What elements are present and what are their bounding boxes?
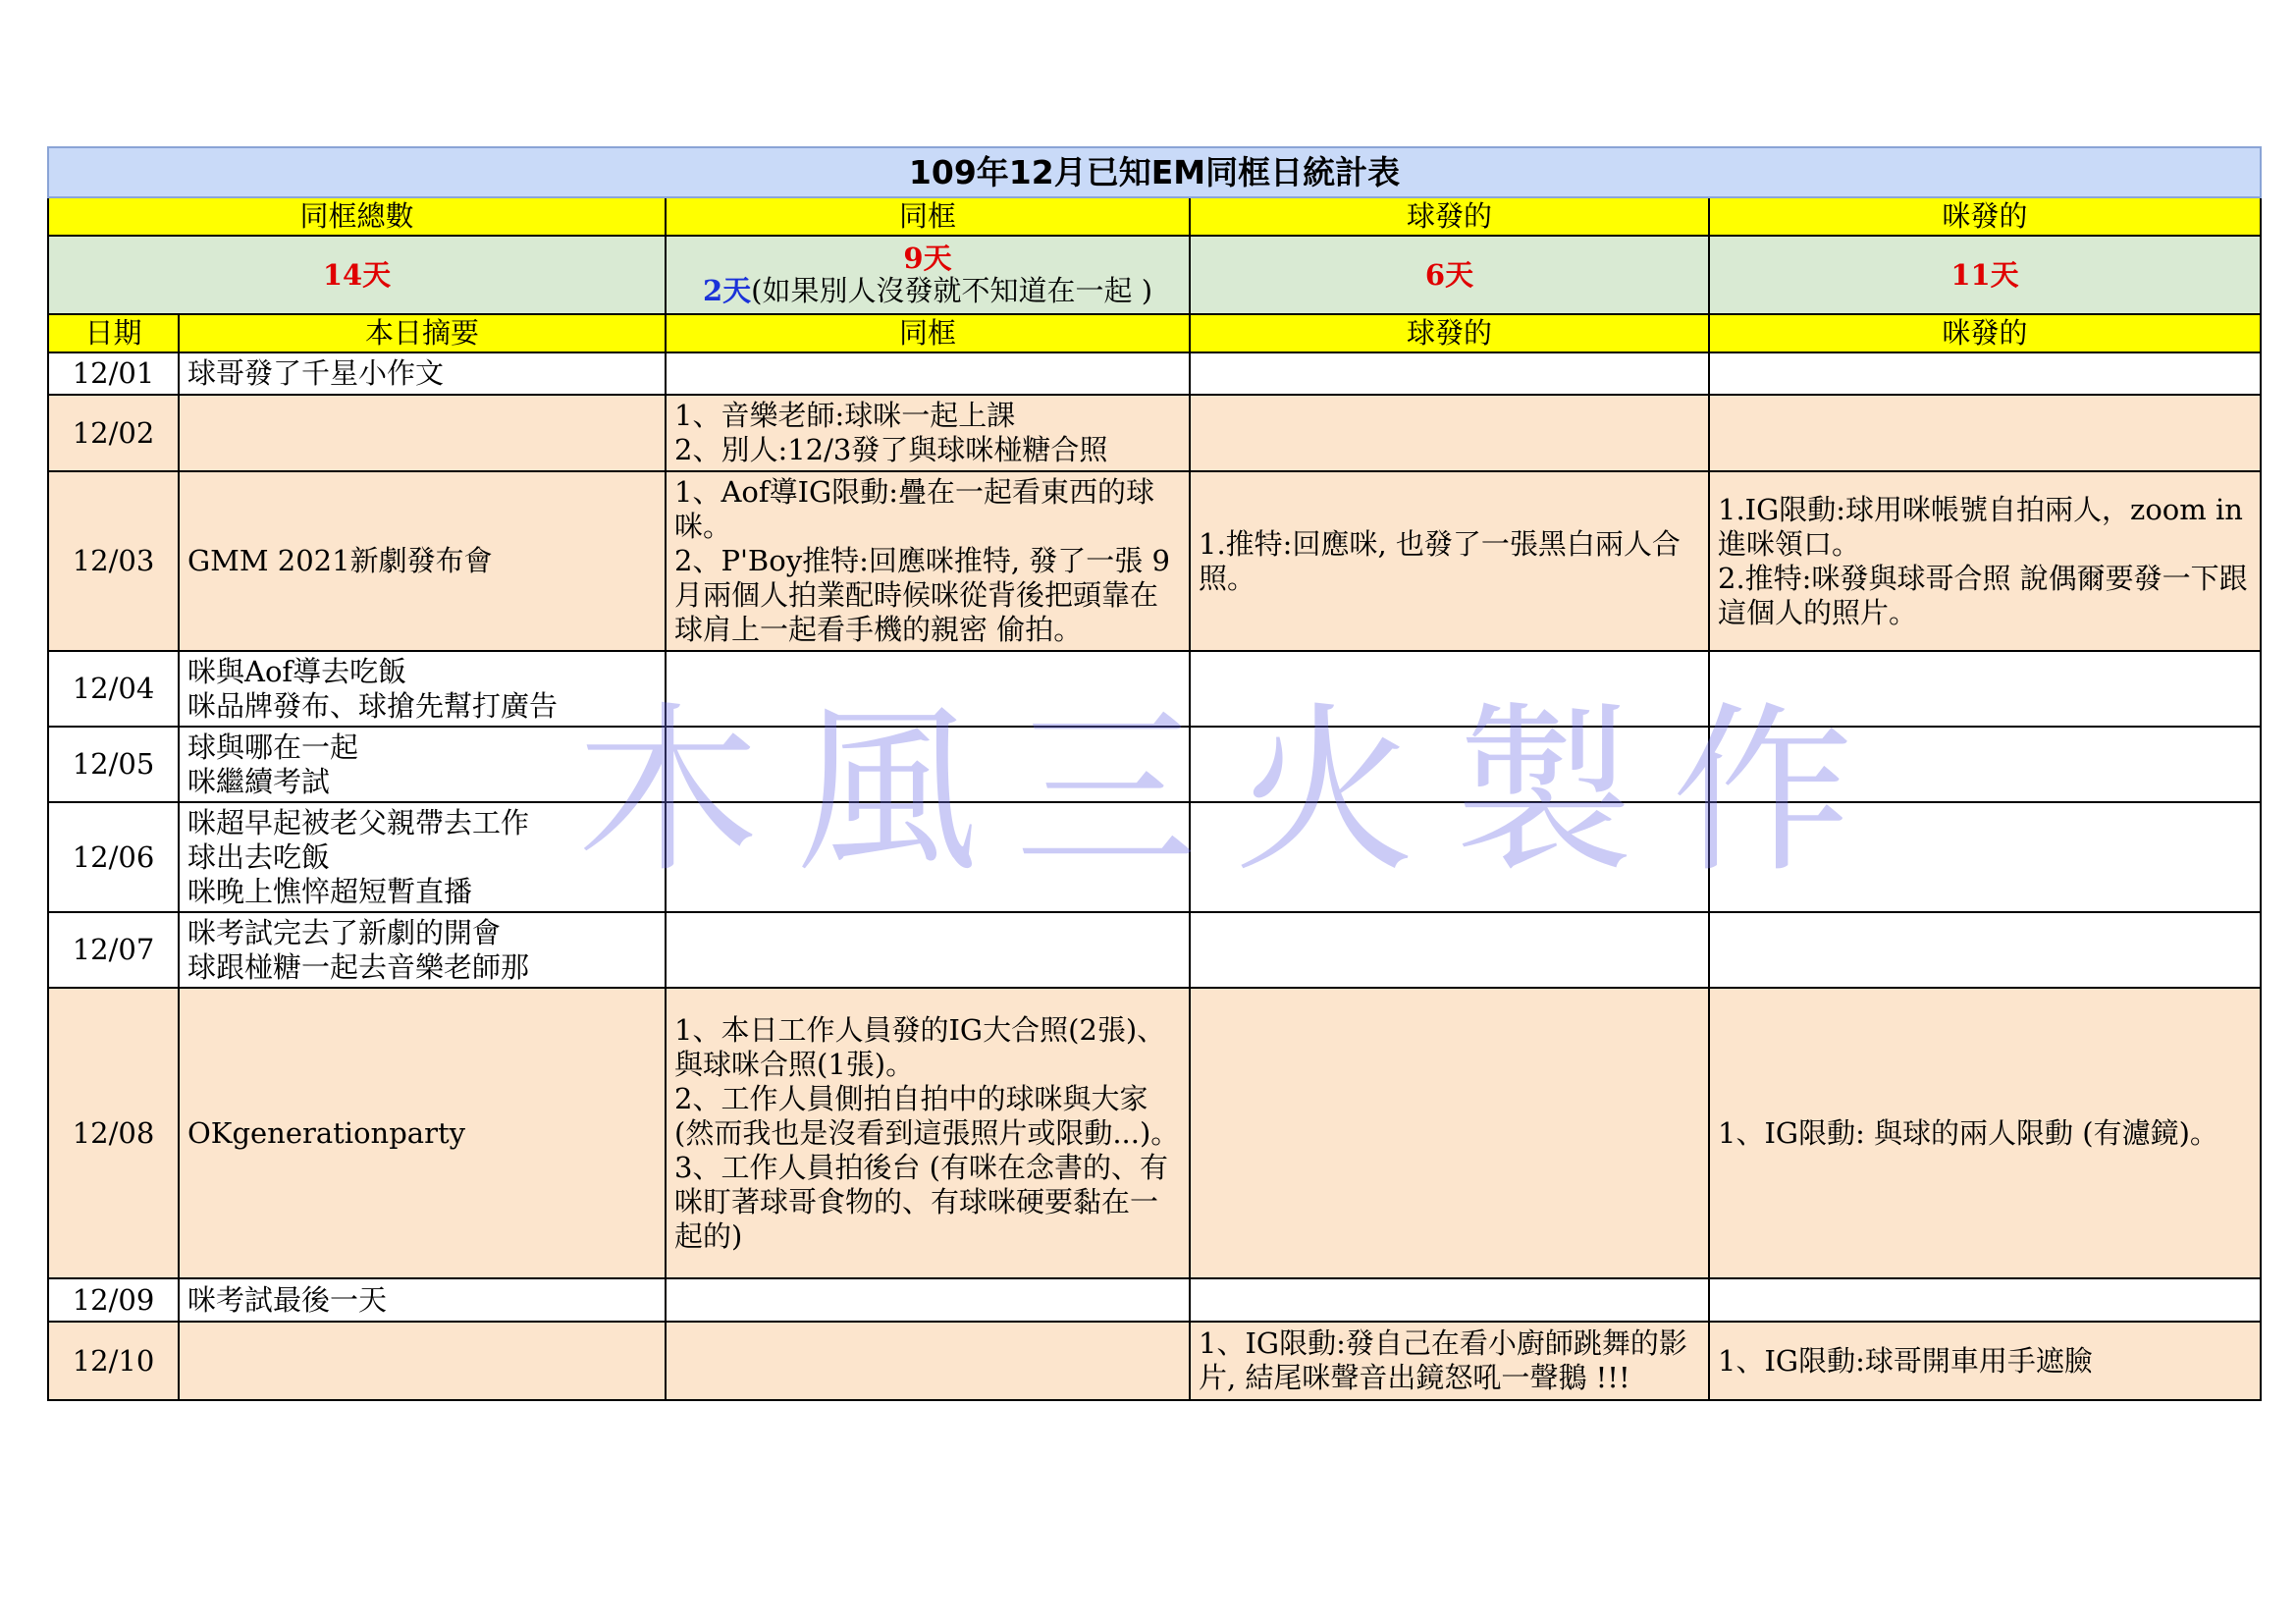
ball-posted-days-value: 6天 [1424, 257, 1474, 292]
header-ball-posted-daily: 球發的 [1190, 314, 1709, 352]
ball-posted-cell [1190, 651, 1709, 727]
table-row [48, 802, 2261, 912]
summary-cell-line: 咪考試完去了新劇的開會 [187, 915, 502, 949]
mi-posted-cell [1709, 651, 2261, 727]
summary-cell [179, 471, 666, 651]
date-cell: 12/08 [48, 988, 179, 1278]
table-row [48, 1278, 2261, 1322]
total-days [48, 236, 666, 314]
header-together: 同框 [666, 197, 1190, 236]
table-title: 109年12月已知EM同框日統計表 [48, 147, 2261, 197]
summary-cell [179, 802, 666, 912]
header-total: 同框總數 [48, 197, 666, 236]
ball-posted-cell [1190, 727, 1709, 802]
date-cell: 12/05 [48, 727, 179, 802]
together-cell [666, 1322, 1190, 1400]
header-ball-posted: 球發的 [1190, 197, 1709, 236]
ball-posted-days [1190, 236, 1709, 314]
summary-cell [179, 727, 666, 802]
mi-posted-days-value: 11天 [1950, 257, 2019, 292]
together-days-main: 9天 [903, 242, 952, 275]
mi-posted-cell [1709, 1278, 2261, 1322]
ball-posted-cell [1190, 395, 1709, 471]
together-cell-line: 2、工作人員側拍自拍中的球咪與大家(然而我也是沒看到這張照片或限動...)。 [674, 1081, 1180, 1150]
summary-cell-line: 球哥發了千星小作文 [187, 356, 445, 390]
ball-posted-cell [1190, 352, 1709, 395]
date-cell: 12/02 [48, 395, 179, 471]
summary-cell-line: 球與哪在一起 [187, 730, 359, 764]
date-cell: 12/07 [48, 912, 179, 988]
summary-cell [179, 912, 666, 988]
summary-cell [179, 395, 666, 471]
date-cell: 12/01 [48, 352, 179, 395]
together-cell [666, 395, 1190, 471]
mi-posted-cell [1709, 1322, 2261, 1400]
summary-cell-line: 咪晚上憔悴超短暫直播 [187, 874, 473, 908]
header-mi-posted: 咪發的 [1709, 197, 2261, 236]
ball-posted-cell [1190, 471, 1709, 651]
summary-cell [179, 1322, 666, 1400]
summary-cell-line: 球跟椪糖一起去音樂老師那 [187, 949, 530, 984]
date-cell: 12/04 [48, 651, 179, 727]
mi-posted-cell [1709, 988, 2261, 1278]
table-row [48, 988, 2261, 1278]
watermark-text: 木風三火製作 [577, 685, 1891, 897]
mi-posted-cell-line: 1.IG限動:球用咪帳號自拍兩人，zoom in進咪領口。 [1718, 492, 2243, 561]
together-cell-line: 3、工作人員拍後台 (有咪在念書的、有咪盯著球哥食物的、有球咪硬要黏在一起的) [674, 1150, 1168, 1253]
title-row [48, 147, 2261, 197]
mi-posted-cell [1709, 395, 2261, 471]
mi-posted-cell-line: 1、IG限動:球哥開車用手遮臉 [1718, 1343, 2093, 1378]
table-row [48, 395, 2261, 471]
mi-posted-cell [1709, 727, 2261, 802]
total-days-value: 14天 [322, 257, 392, 292]
header-date: 日期 [48, 314, 179, 352]
together-cell [666, 988, 1190, 1278]
mi-posted-cell-line: 2.推特:咪發與球哥合照 說偶爾要發一下跟這個人的照片。 [1718, 561, 2248, 629]
summary-cell [179, 1278, 666, 1322]
together-days-note: (如果別人沒發就不知道在一起 ) [751, 274, 1153, 307]
summary-cell-line: 咪考試最後一天 [187, 1282, 388, 1317]
date-cell: 12/06 [48, 802, 179, 912]
date-cell: 12/09 [48, 1278, 179, 1322]
table-row [48, 471, 2261, 651]
table-row [48, 912, 2261, 988]
mi-posted-cell-line: 1、IG限動: 與球的兩人限動 (有濾鏡)。 [1718, 1115, 2218, 1150]
together-cell-line: 2、別人:12/3發了與球咪椪糖合照 [674, 433, 1108, 466]
ball-posted-cell-line: 1、IG限動:發自己在看小廚師跳舞的影片, 結尾咪聲音出鏡怒吼一聲鵝 !!! [1199, 1326, 1687, 1394]
ball-posted-cell [1190, 802, 1709, 912]
ball-posted-cell [1190, 1322, 1709, 1400]
totals-header-row [48, 197, 2261, 236]
mi-posted-days [1709, 236, 2261, 314]
table-row [48, 352, 2261, 395]
together-cell [666, 1278, 1190, 1322]
together-cell [666, 727, 1190, 802]
summary-cell-line: GMM 2021新劇發布會 [187, 544, 493, 577]
daily-rows [48, 352, 2261, 1400]
summary-cell [179, 352, 666, 395]
mi-posted-cell [1709, 802, 2261, 912]
summary-cell-line: 咪品牌發布、球搶先幫打廣告 [187, 688, 559, 723]
together-cell-line: 1、音樂老師:球咪一起上課 [674, 399, 1016, 432]
date-cell: 12/10 [48, 1322, 179, 1400]
ball-posted-cell-line: 1.推特:回應咪, 也發了一張黑白兩人合照。 [1199, 526, 1681, 595]
header-mi-posted-daily: 咪發的 [1709, 314, 2261, 352]
together-days [666, 236, 1190, 314]
daily-header-row [48, 314, 2261, 352]
date-cell: 12/03 [48, 471, 179, 651]
ball-posted-cell [1190, 1278, 1709, 1322]
together-cell-line: 1、Aof導IG限動:疊在一起看東西的球咪。 [674, 475, 1154, 543]
summary-cell-line: OKgenerationparty [187, 1115, 465, 1150]
ball-posted-cell [1190, 988, 1709, 1278]
together-cell-line: 1、本日工作人員發的IG大合照(2張)、與球咪合照(1張)。 [674, 1012, 1166, 1081]
mi-posted-cell [1709, 471, 2261, 651]
header-summary: 本日摘要 [179, 314, 666, 352]
mi-posted-cell [1709, 912, 2261, 988]
together-cell [666, 471, 1190, 651]
summary-cell [179, 988, 666, 1278]
together-cell [666, 802, 1190, 912]
summary-cell-line: 球出去吃飯 [187, 839, 331, 874]
table-row [48, 651, 2261, 727]
ball-posted-cell [1190, 912, 1709, 988]
stats-table [47, 146, 2262, 1401]
header-together-daily: 同框 [666, 314, 1190, 352]
together-cell [666, 651, 1190, 727]
mi-posted-cell [1709, 352, 2261, 395]
summary-cell-line: 咪超早起被老父親帶去工作 [187, 805, 530, 839]
table-row [48, 1322, 2261, 1400]
summary-cell [179, 651, 666, 727]
totals-row [48, 236, 2261, 314]
summary-cell-line: 咪與Aof導去吃飯 [187, 654, 407, 688]
table-row [48, 727, 2261, 802]
together-cell [666, 912, 1190, 988]
together-cell [666, 352, 1190, 395]
summary-cell-line: 咪繼續考試 [187, 764, 331, 798]
together-days-extra: 2天 [702, 274, 752, 307]
together-cell-line: 2、P'Boy推特:回應咪推特, 發了一張 9月兩個人拍業配時候咪從背後把頭靠在球肩上一起看手機的親密 偷拍。 [674, 544, 1170, 646]
